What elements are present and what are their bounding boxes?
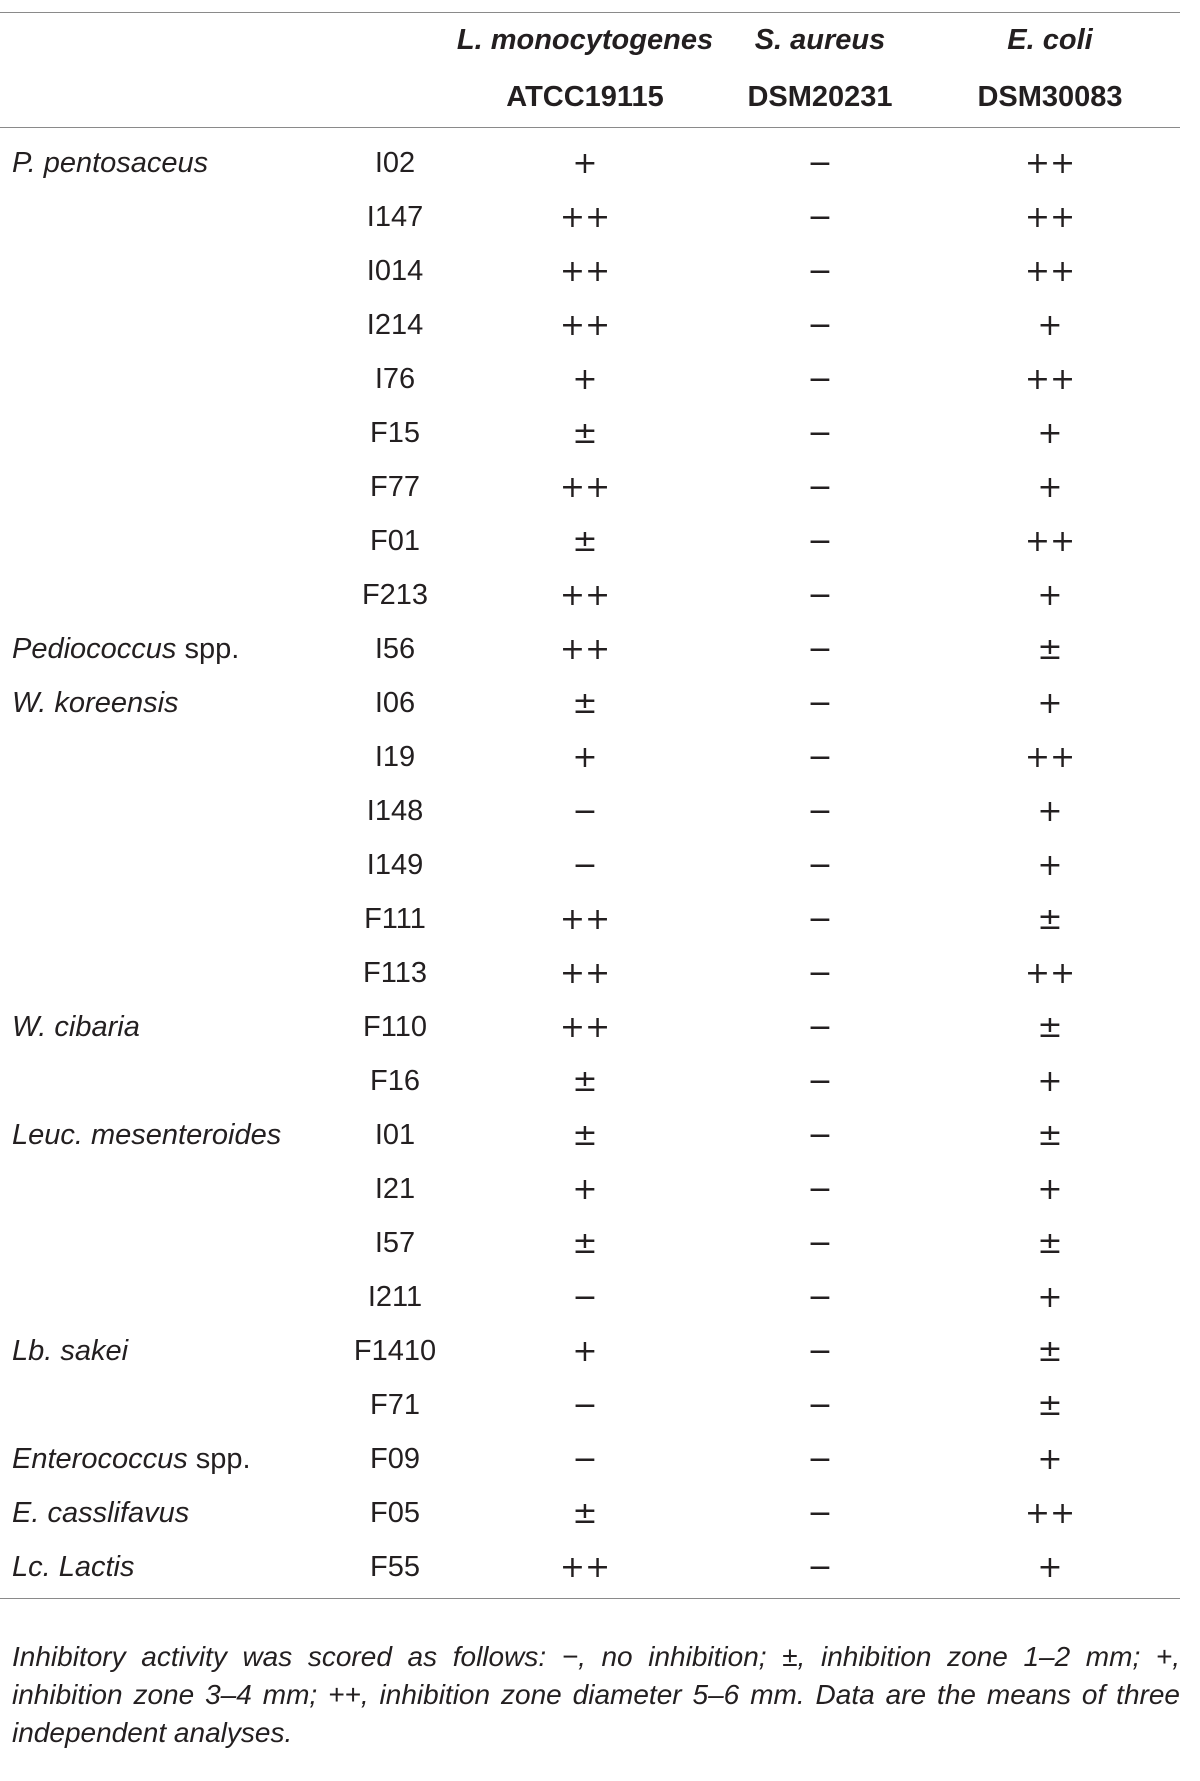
strain-cell: I014 — [366, 254, 424, 287]
staph-activity-cell: − — [807, 145, 833, 181]
species-cell — [0, 1270, 340, 1324]
ecoli-activity-cell: ++ — [1024, 523, 1076, 559]
ecoli-activity-cell: + — [1037, 1279, 1063, 1315]
species-cell — [0, 1162, 340, 1216]
species-cell — [0, 1108, 340, 1162]
staph-activity-cell: − — [807, 1225, 833, 1261]
strain-cell: I149 — [366, 848, 424, 881]
species-cell — [0, 676, 340, 730]
staph-activity-cell: − — [807, 523, 833, 559]
ecoli-activity-cell: ± — [1037, 1333, 1063, 1369]
table-row — [0, 1054, 1180, 1108]
species-suffix: spp. — [176, 632, 240, 665]
species-cell — [0, 730, 340, 784]
listeria-activity-cell: ± — [572, 1225, 598, 1261]
listeria-activity-cell: − — [572, 1387, 598, 1423]
listeria-activity-cell: ++ — [559, 901, 611, 937]
listeria-activity-cell: ± — [572, 1117, 598, 1153]
header-ecoli-strain: DSM30083 — [920, 67, 1180, 128]
strain-cell: F05 — [370, 1496, 420, 1529]
strain-cell: I148 — [366, 794, 424, 827]
listeria-activity-cell: − — [572, 847, 598, 883]
listeria-activity-cell: − — [572, 1441, 598, 1477]
staph-activity-cell: − — [807, 1495, 833, 1531]
species-cell — [0, 352, 340, 406]
species-name: Enterococcus — [12, 1442, 188, 1475]
staph-activity-cell: − — [807, 1063, 833, 1099]
table-footnote: Inhibitory activity was scored as follows: −, no inhibition; ±, inhibition zone 1–2 mm; +, inhibition zone 3–4 mm; ++, inhibition zone diameter 5–6 mm. Data are the means of three independent analyses. — [12, 1641, 1180, 1748]
strain-cell: I56 — [374, 632, 416, 665]
strain-cell: F16 — [370, 1064, 420, 1097]
staph-activity-cell: − — [807, 631, 833, 667]
ecoli-activity-cell: ± — [1037, 1225, 1063, 1261]
table-row — [0, 784, 1180, 838]
table-row — [0, 1540, 1180, 1599]
species-suffix: spp. — [187, 1442, 251, 1475]
ecoli-activity-cell: + — [1037, 415, 1063, 451]
table-row — [0, 622, 1180, 676]
species-cell — [0, 622, 340, 676]
inhibitory-activity-table — [0, 12, 1180, 1599]
header-staph-strain: DSM20231 — [720, 67, 920, 128]
table-header — [0, 13, 1180, 128]
table-row — [0, 190, 1180, 244]
table-row — [0, 946, 1180, 1000]
species-cell — [0, 190, 340, 244]
species-cell — [0, 514, 340, 568]
strain-cell: F113 — [363, 956, 427, 989]
species-cell — [0, 244, 340, 298]
listeria-activity-cell: ++ — [559, 199, 611, 235]
staph-activity-cell: − — [807, 577, 833, 613]
listeria-activity-cell: ± — [572, 1495, 598, 1531]
listeria-activity-cell: ++ — [559, 253, 611, 289]
species-cell — [0, 460, 340, 514]
table-row — [0, 352, 1180, 406]
ecoli-activity-cell: + — [1037, 847, 1063, 883]
ecoli-activity-cell: ++ — [1024, 253, 1076, 289]
table-row — [0, 1216, 1180, 1270]
ecoli-activity-cell: + — [1037, 1171, 1063, 1207]
ecoli-activity-cell: ± — [1037, 1009, 1063, 1045]
header-row-strains — [0, 67, 1180, 128]
ecoli-activity-cell: ± — [1037, 1387, 1063, 1423]
header-listeria-strain: ATCC19115 — [450, 67, 720, 128]
table-row — [0, 460, 1180, 514]
ecoli-activity-cell: ++ — [1024, 145, 1076, 181]
header-strain-blank — [340, 13, 450, 68]
listeria-activity-cell: − — [572, 1279, 598, 1315]
ecoli-activity-cell: + — [920, 1540, 1180, 1599]
strain-cell: I214 — [366, 308, 424, 341]
listeria-activity-cell: + — [572, 145, 598, 181]
listeria-activity-cell: ++ — [559, 631, 611, 667]
staph-activity-cell: − — [720, 1540, 920, 1599]
strain-cell: F110 — [363, 1010, 427, 1043]
ecoli-activity-cell: + — [1037, 577, 1063, 613]
table-row — [0, 1324, 1180, 1378]
header-ecoli-name: E. coli — [920, 13, 1180, 68]
strain-cell: I19 — [374, 740, 416, 773]
listeria-activity-cell: ± — [572, 523, 598, 559]
species-name: Lc. Lactis — [12, 1550, 135, 1583]
ecoli-activity-cell: ++ — [1024, 361, 1076, 397]
ecoli-activity-cell: ++ — [1024, 1495, 1076, 1531]
staph-activity-cell: − — [807, 847, 833, 883]
strain-cell: I06 — [374, 686, 416, 719]
listeria-activity-cell: ± — [572, 1063, 598, 1099]
strain-cell: I76 — [374, 362, 416, 395]
listeria-activity-cell: ± — [572, 415, 598, 451]
strain-cell: F1410 — [353, 1334, 437, 1367]
strain-cell: F01 — [370, 524, 420, 557]
species-name: W. koreensis — [12, 686, 179, 719]
listeria-activity-cell: ++ — [559, 307, 611, 343]
strain-cell: I211 — [367, 1280, 423, 1313]
staph-activity-cell: − — [807, 739, 833, 775]
staph-activity-cell: − — [807, 307, 833, 343]
species-cell — [0, 1216, 340, 1270]
header-strain-blank-2 — [340, 67, 450, 128]
strain-cell: F09 — [370, 1442, 420, 1475]
staph-activity-cell: − — [807, 1117, 833, 1153]
header-species-blank — [0, 13, 340, 68]
ecoli-activity-cell: ++ — [1024, 955, 1076, 991]
header-row-organisms — [0, 13, 1180, 68]
species-cell — [0, 1432, 340, 1486]
ecoli-activity-cell: + — [1037, 1063, 1063, 1099]
species-cell — [0, 406, 340, 460]
table-row — [0, 1486, 1180, 1540]
header-staph-name: S. aureus — [720, 13, 920, 68]
listeria-activity-cell: ++ — [559, 577, 611, 613]
table-row — [0, 514, 1180, 568]
species-name: E. casslifavus — [12, 1496, 190, 1529]
ecoli-activity-cell: ± — [1037, 631, 1063, 667]
strain-cell: F55 — [340, 1540, 450, 1599]
ecoli-activity-cell: + — [1037, 685, 1063, 721]
species-cell — [0, 1324, 340, 1378]
staph-activity-cell: − — [807, 415, 833, 451]
table-row — [0, 1162, 1180, 1216]
ecoli-activity-cell: ++ — [1024, 739, 1076, 775]
table-row — [0, 1432, 1180, 1486]
header-listeria-name: L. monocytogenes — [450, 13, 720, 68]
strain-cell: I01 — [374, 1118, 416, 1151]
table-row — [0, 406, 1180, 460]
ecoli-activity-cell: + — [1037, 469, 1063, 505]
table-row — [0, 298, 1180, 352]
ecoli-activity-cell: + — [1037, 1441, 1063, 1477]
staph-activity-cell: − — [807, 1441, 833, 1477]
table-row — [0, 730, 1180, 784]
species-cell — [0, 838, 340, 892]
staph-activity-cell: − — [807, 199, 833, 235]
ecoli-activity-cell: + — [1037, 793, 1063, 829]
header-species-blank-2 — [0, 67, 340, 128]
staph-activity-cell: − — [807, 361, 833, 397]
species-cell — [0, 1054, 340, 1108]
strain-cell: F77 — [370, 470, 420, 503]
species-cell — [0, 298, 340, 352]
listeria-activity-cell: + — [572, 1171, 598, 1207]
strain-cell: F111 — [364, 902, 426, 935]
table-row — [0, 244, 1180, 298]
species-cell — [0, 1378, 340, 1432]
listeria-activity-cell: ± — [572, 685, 598, 721]
strain-cell: I02 — [374, 146, 416, 179]
table-row — [0, 128, 1180, 191]
staph-activity-cell: − — [807, 1171, 833, 1207]
ecoli-activity-cell: ± — [1037, 1117, 1063, 1153]
table-row — [0, 1378, 1180, 1432]
table-row — [0, 838, 1180, 892]
table-row — [0, 892, 1180, 946]
staph-activity-cell: − — [807, 955, 833, 991]
table-row — [0, 1000, 1180, 1054]
ecoli-activity-cell: + — [1037, 307, 1063, 343]
species-name: P. pentosaceus — [12, 146, 209, 179]
staph-activity-cell: − — [807, 1387, 833, 1423]
listeria-activity-cell: ++ — [559, 955, 611, 991]
listeria-activity-cell: + — [572, 739, 598, 775]
ecoli-activity-cell: ± — [1037, 901, 1063, 937]
species-name: Pediococcus — [12, 632, 177, 665]
strain-cell: I57 — [374, 1226, 416, 1259]
species-cell — [0, 946, 340, 1000]
listeria-activity-cell: + — [572, 361, 598, 397]
strain-cell: I147 — [366, 200, 424, 233]
table-body — [0, 128, 1180, 1599]
staph-activity-cell: − — [807, 253, 833, 289]
species-cell — [0, 128, 340, 191]
listeria-activity-cell: − — [572, 793, 598, 829]
listeria-activity-cell: ++ — [559, 1009, 611, 1045]
species-cell — [0, 1486, 340, 1540]
strain-cell: F15 — [370, 416, 420, 449]
staph-activity-cell: − — [807, 685, 833, 721]
species-name: Lb. sakei — [12, 1334, 129, 1367]
strain-cell: F213 — [361, 578, 429, 611]
species-cell — [0, 892, 340, 946]
table-row — [0, 676, 1180, 730]
species-cell — [0, 568, 340, 622]
listeria-activity-cell: + — [572, 1333, 598, 1369]
species-name: W. cibaria — [12, 1010, 140, 1043]
strain-cell: F71 — [370, 1388, 420, 1421]
staph-activity-cell: − — [807, 1279, 833, 1315]
species-cell — [0, 1000, 340, 1054]
table-row — [0, 568, 1180, 622]
ecoli-activity-cell: ++ — [1024, 199, 1076, 235]
species-cell — [0, 784, 340, 838]
strain-cell: I21 — [374, 1172, 416, 1205]
table-row — [0, 1270, 1180, 1324]
species-cell — [0, 1540, 340, 1599]
listeria-activity-cell: ++ — [450, 1540, 720, 1599]
staph-activity-cell: − — [807, 1009, 833, 1045]
staph-activity-cell: − — [807, 901, 833, 937]
species-name: Leuc. mesenteroides — [12, 1118, 282, 1151]
staph-activity-cell: − — [807, 1333, 833, 1369]
staph-activity-cell: − — [807, 469, 833, 505]
table-row — [0, 1108, 1180, 1162]
staph-activity-cell: − — [807, 793, 833, 829]
listeria-activity-cell: ++ — [559, 469, 611, 505]
